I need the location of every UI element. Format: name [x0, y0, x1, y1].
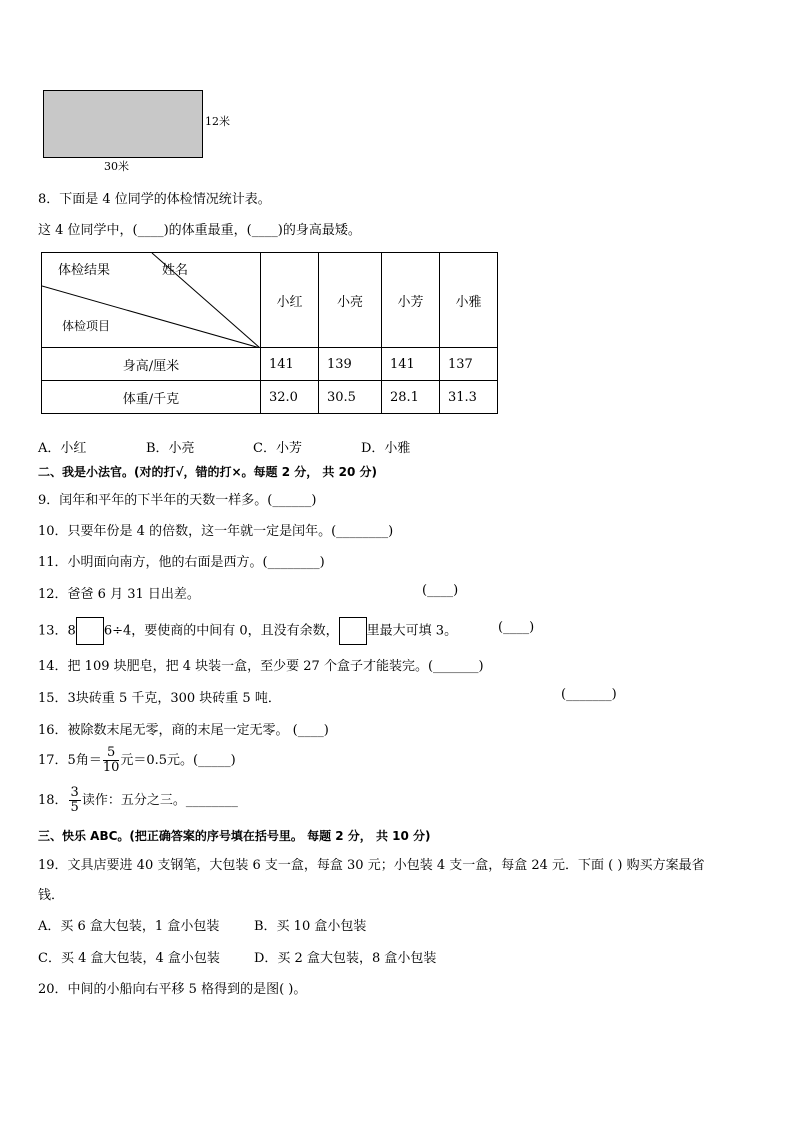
row-label: 身高/厘米 — [42, 348, 261, 381]
q13-part2: 6÷4，要使商的中间有 0，且没有余数， — [103, 623, 339, 639]
q19-line1: 19．文具店要进 40 支钢笔，大包装 6 支一盒，每盒 30 元；小包装 4 支一盒，每盒 24 元．下面 ( ) 购买方案最省 — [38, 858, 705, 873]
rectangle-width-label: 30米 — [104, 160, 129, 173]
q17-fraction — [103, 746, 120, 775]
table-cell: 28.1 — [382, 381, 440, 414]
table-cell: 31.3 — [440, 381, 498, 414]
q18-prefix: 18． — [38, 793, 68, 808]
rectangle-height-label: 12米 — [205, 115, 230, 128]
q19-option-d[interactable]: D．买 2 盒大包装，8 盒小包装 — [254, 951, 437, 966]
q20: 20．中间的小船向右平移 5 格得到的是图( )。 — [38, 982, 307, 997]
table-row — [42, 381, 498, 414]
table-cell: 32.0 — [261, 381, 319, 414]
name-cell: 小亮 — [319, 253, 382, 348]
health-stat-table — [41, 252, 498, 414]
header-result: 体检结果 — [58, 263, 111, 278]
fraction-numerator: 5 — [103, 746, 120, 761]
table-cell: 30.5 — [319, 381, 382, 414]
q18 — [38, 786, 238, 815]
table-diagonal-header — [42, 253, 261, 348]
q13-blank[interactable]: (____) — [498, 620, 535, 635]
q16: 16．被除数末尾无零，商的末尾一定无零。 (____) — [38, 723, 329, 738]
fraction-denominator: 5 — [70, 800, 79, 815]
q8-option-c[interactable]: C．小芳 — [253, 441, 302, 456]
section-2-heading: 二、我是小法官。(对的打√，错的打×。每题 2 分， 共 20 分) — [38, 465, 377, 479]
q12: 12．爸爸 6 月 31 日出差。 — [38, 587, 200, 602]
table-cell: 139 — [319, 348, 382, 381]
row-label: 体重/千克 — [42, 381, 261, 414]
q10: 10．只要年份是 4 的倍数，这一年就一定是闰年。(________) — [38, 524, 394, 539]
q19-option-a[interactable]: A．买 6 盒大包装，1 盒小包装 — [38, 919, 220, 934]
q8-title: 8．下面是 4 位同学的体检情况统计表。 — [38, 192, 271, 207]
q8-option-d[interactable]: D．小雅 — [361, 441, 411, 456]
q13-part1: 13．8 — [38, 623, 76, 639]
q14: 14．把 109 块肥皂，把 4 块装一盒，至少要 27 个盒子才能装完。(_______) — [38, 659, 484, 674]
name-cell: 小红 — [261, 253, 319, 348]
section-3-heading: 三、快乐 ABC。(把正确答案的序号填在括号里。 每题 2 分， 共 10 分) — [38, 829, 431, 843]
q13 — [38, 617, 457, 645]
q8-option-a[interactable]: A．小红 — [38, 441, 87, 456]
q18-suffix: 读作：五分之三。________ — [81, 793, 238, 808]
q17-suffix: 元＝0.5元。(_____) — [120, 753, 236, 768]
header-name: 姓名 — [162, 263, 189, 278]
q8-option-b[interactable]: B．小亮 — [146, 441, 195, 456]
table-cell: 141 — [261, 348, 319, 381]
name-cell: 小雅 — [440, 253, 498, 348]
q11: 11．小明面向南方，他的右面是西方。(________) — [38, 555, 325, 570]
q17 — [38, 746, 236, 775]
q8-question: 这 4 位同学中，(____)的体重最重，(____)的身高最矮。 — [38, 223, 361, 238]
q19-option-c[interactable]: C．买 4 盒大包装，4 盒小包装 — [38, 951, 220, 966]
fraction-numerator: 3 — [70, 785, 79, 800]
q13-box-1[interactable] — [76, 617, 104, 645]
header-item: 体检项目 — [62, 319, 111, 333]
table-cell: 141 — [382, 348, 440, 381]
name-cell: 小芳 — [382, 253, 440, 348]
q15: 15．3块砖重 5 千克，300 块砖重 5 吨． — [38, 691, 281, 706]
fraction-denominator: 10 — [102, 760, 120, 775]
q19-option-b[interactable]: B．买 10 盒小包装 — [254, 919, 367, 934]
q13-box-2[interactable] — [339, 617, 367, 645]
rectangle-figure — [43, 90, 203, 158]
q15-blank[interactable]: (_______) — [561, 687, 617, 702]
q9: 9．闰年和平年的下半年的天数一样多。(______) — [38, 493, 317, 508]
table-cell: 137 — [440, 348, 498, 381]
q17-prefix: 17．5角＝ — [38, 753, 102, 768]
q18-fraction — [69, 786, 81, 815]
q13-part3: 里最大可填 3。 — [366, 623, 458, 639]
q12-blank[interactable]: (____) — [422, 583, 459, 598]
q19-line2: 钱． — [38, 888, 65, 903]
table-row — [42, 348, 498, 381]
